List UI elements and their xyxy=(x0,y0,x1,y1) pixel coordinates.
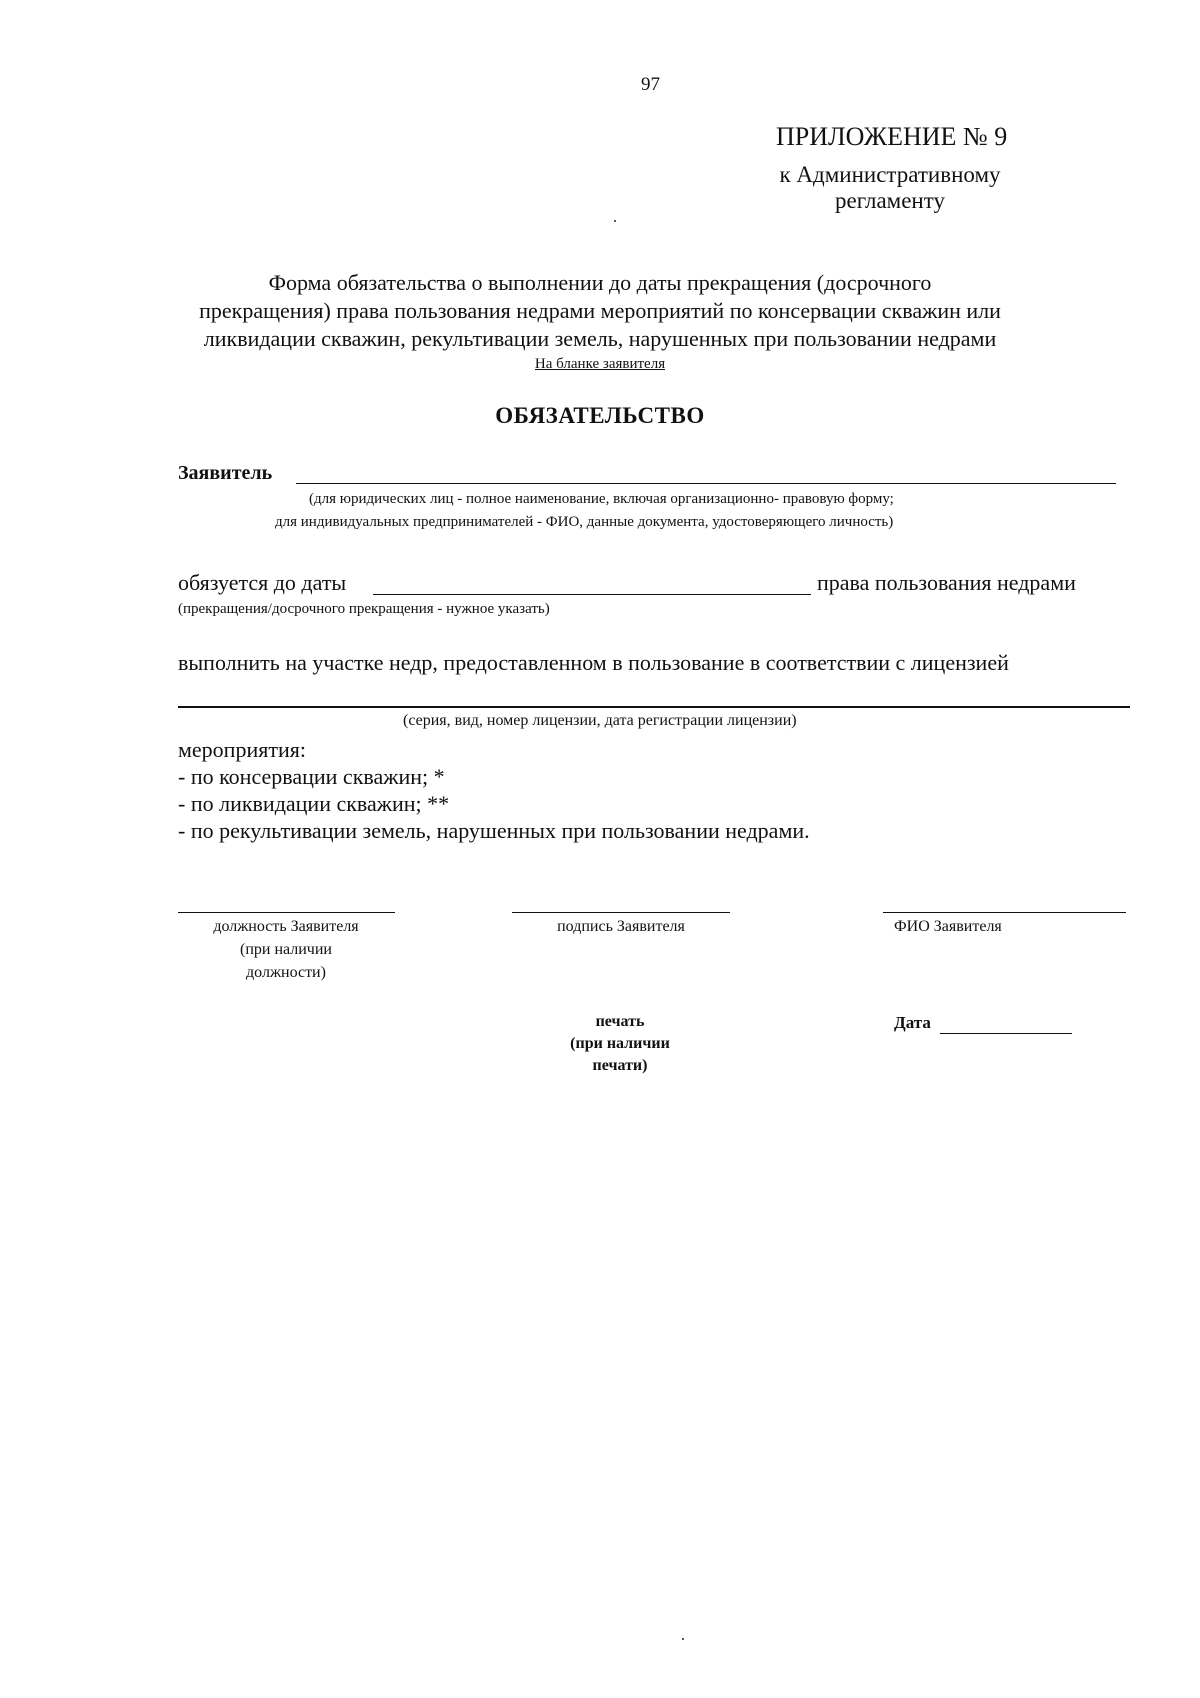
license-hint: (серия, вид, номер лицензии, дата регистрации лицензии) xyxy=(403,712,797,729)
measures-label: мероприятия: xyxy=(178,737,306,762)
date-label: Дата xyxy=(894,1013,931,1032)
obligation-date-field-line[interactable] xyxy=(373,594,811,595)
position-caption-line2: (при наличии xyxy=(240,941,332,958)
stamp-caption-line1: печать xyxy=(595,1013,645,1030)
applicant-label: Заявитель xyxy=(178,462,273,484)
appendix-title: ПРИЛОЖЕНИЕ № 9 xyxy=(776,122,1008,151)
obligation-text-right: права пользования недрами xyxy=(817,570,1076,595)
position-caption-line3: должности) xyxy=(246,964,326,981)
applicant-field-line[interactable] xyxy=(296,483,1116,484)
appendix-subtitle-line1: к Административному xyxy=(779,162,1001,187)
full-name-field-line[interactable] xyxy=(883,912,1126,913)
license-field-line[interactable] xyxy=(178,706,1130,708)
signature-caption: подпись Заявителя xyxy=(557,918,685,935)
stamp-caption-line3: печати) xyxy=(592,1057,648,1074)
page-number: 97 xyxy=(641,74,660,95)
form-title-line3: ликвидации скважин, рекультивации земель, нарушенных при пользовании недрами xyxy=(203,326,997,351)
execute-text: выполнить на участке недр, предоставленном в пользование в соответствии с лицензией xyxy=(178,650,1009,675)
stamp-caption-line2: (при наличии xyxy=(570,1035,670,1052)
appendix-subtitle-line2: регламенту xyxy=(835,188,945,213)
scan-speck xyxy=(614,220,616,222)
measure-item: - по ликвидации скважин; ** xyxy=(178,791,450,816)
obligation-text-left: обязуется до даты xyxy=(178,570,347,595)
full-name-caption: ФИО Заявителя xyxy=(894,918,1002,935)
applicant-hint-line1: (для юридических лиц - полное наименование, включая организационно- правовую форму; xyxy=(309,491,894,507)
form-title-line2: прекращения) права пользования недрами мероприятий по консервации скважин или xyxy=(199,298,1001,323)
position-field-line[interactable] xyxy=(178,912,395,913)
letterhead-note: На бланке заявителя xyxy=(534,356,666,372)
obligation-hint: (прекращения/досрочного прекращения - нужное указать) xyxy=(178,601,550,617)
document-heading: ОБЯЗАТЕЛЬСТВО xyxy=(495,403,705,428)
scan-speck xyxy=(682,1638,684,1640)
position-caption-line1: должность Заявителя xyxy=(213,918,359,935)
measure-item: - по консервации скважин; * xyxy=(178,764,445,789)
form-title-line1: Форма обязательства о выполнении до даты прекращения (досрочного xyxy=(268,270,932,295)
date-field-line[interactable] xyxy=(940,1033,1072,1034)
applicant-hint-line2: для индивидуальных предпринимателей - ФИО, данные документа, удостоверяющего личность) xyxy=(275,514,894,530)
measure-item: - по рекультивации земель, нарушенных при пользовании недрами. xyxy=(178,818,810,843)
signature-field-line[interactable] xyxy=(512,912,730,913)
